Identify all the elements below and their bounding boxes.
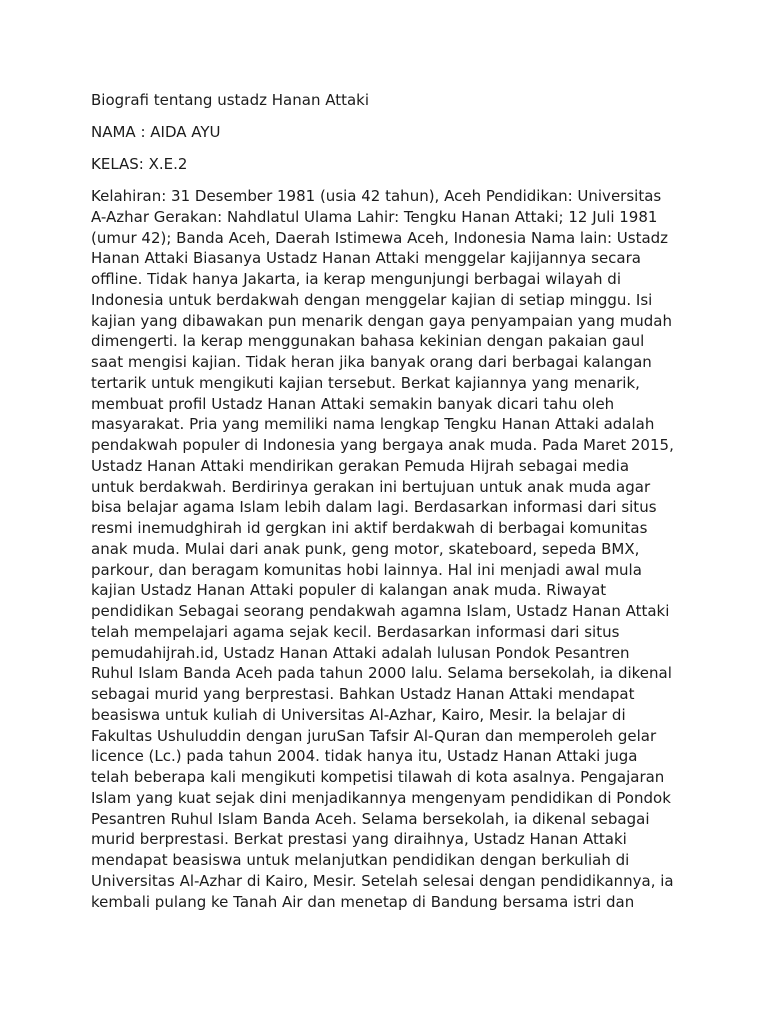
student-class: KELAS: X.E.2: [91, 155, 188, 173]
paragraph-line: kajian yang dibawakan pun menarik dengan gaya penyampaian yang mudah: [91, 311, 672, 330]
paragraph-line: mendapat beasiswa untuk melanjutkan pendidikan dengan berkuliah di: [91, 851, 630, 869]
paragraph-line: parkour, dan beragam komunitas hobi lainnya. Hal ini menjadi awal mula: [91, 560, 642, 579]
paragraph-line: murid berprestasi. Berkat prestasi yang diraihnya, Ustadz Hanan Attaki: [91, 830, 627, 849]
paragraph-line: kajian Ustadz Hanan Attaki populer di kalangan anak muda. Riwayat: [91, 581, 607, 600]
paragraph-line: pendakwah populer di Indonesia yang bergaya anak muda. Pada Maret 2015,: [91, 436, 674, 454]
paragraph-line: masyarakat. Pria yang memiliki nama lengkap Tengku Hanan Attaki adalah: [91, 415, 655, 434]
paragraph-line: pemudahijrah.id, Ustadz Hanan Attaki adalah lulusan Pondok Pesantren: [91, 643, 630, 662]
paragraph-line: pendidikan Sebagai seorang pendakwah agamna Islam, Ustadz Hanan Attaki: [91, 602, 670, 620]
paragraph-line: dimengerti. la kerap menggunakan bahasa kekinian dengan pakaian gaul: [91, 332, 645, 351]
paragraph-line: telah beberapa kali mengikuti kompetisi tilawah di kota asalnya. Pengajaran: [91, 768, 665, 786]
paragraph-line: kembali pulang ke Tanah Air dan menetap di Bandung bersama istri dan: [91, 892, 635, 911]
paragraph-line: membuat profil Ustadz Hanan Attaki semakin banyak dicari tahu oleh: [91, 394, 615, 413]
paragraph-line: telah mempelajari agama sejak kecil. Berdasarkan informasi dari situs: [91, 622, 620, 641]
paragraph-line: bisa belajar agama Islam lebih dalam lagi. Berdasarkan informasi dari situs: [91, 498, 657, 517]
paragraph-line: (umur 42); Banda Aceh, Daerah Istimewa Aceh, Indonesia Nama lain: Ustadz: [91, 228, 669, 247]
paragraph-line: A-Azhar Gerakan: Nahdlatul Ulama Lahir: Tengku Hanan Attaki; 12 Juli 1981: [91, 207, 658, 226]
paragraph-line: Hanan Attaki Biasanya Ustadz Hanan Attaki menggelar kajijannya secara: [91, 249, 641, 268]
student-name: NAMA : AIDA AYU: [91, 123, 221, 141]
paragraph-line: untuk berdakwah. Berdirinya gerakan ini bertujuan untuk anak muda agar: [91, 477, 651, 496]
paragraph-line: Kelahiran: 31 Desember 1981 (usia 42 tahun), Aceh Pendidikan: Universitas: [91, 187, 662, 205]
document-content: [91, 90, 691, 912]
paragraph-line: sebagai murid yang berprestasi. Bahkan Ustadz Hanan Attaki mendapat: [91, 685, 635, 703]
paragraph-line: Ustadz Hanan Attaki mendirikan gerakan Pemuda Hijrah sebagai media: [91, 456, 630, 475]
paragraph-line: resmi inemudghirah id gergkan ini aktif berdakwah di berbagai komunitas: [91, 519, 648, 537]
document-title: Biografi tentang ustadz Hanan Attaki: [91, 91, 370, 109]
paragraph-line: tertarik untuk mengikuti kajian tersebut. Berkat kajiannya yang menarik,: [91, 373, 640, 392]
paragraph-line: Fakultas Ushuluddin dengan juruSan Tafsir Al-Quran dan memperoleh gelar: [91, 726, 657, 745]
paragraph-line: offline. Tidak hanya Jakarta, ia kerap mengunjungi berbagai wilayah di: [91, 270, 621, 288]
paragraph-line: Pesantren Ruhul Islam Banda Aceh. Selama bersekolah, ia dikenal sebagai: [91, 809, 650, 828]
paragraph-line: anak muda. Mulai dari anak punk, geng motor, skateboard, sepeda BMX,: [91, 539, 640, 558]
paragraph-line: Universitas Al-Azhar di Kairo, Mesir. Setelah selesai dengan pendidikannya, ia: [91, 871, 674, 890]
paragraph-line: Ruhul Islam Banda Aceh pada tahun 2000 lalu. Selama bersekolah, ia dikenal: [91, 664, 672, 683]
biography-paragraph: [91, 186, 691, 912]
paragraph-line: saat mengisi kajian. Tidak heran jika banyak orang dari berbagai kalangan: [91, 353, 652, 371]
paragraph-line: licence (Lc.) pada tahun 2004. tidak hanya itu, Ustadz Hanan Attaki juga: [91, 747, 638, 766]
paragraph-line: Indonesia untuk berdakwah dengan menggelar kajian di setiap minggu. Isi: [91, 290, 653, 309]
paragraph-line: Islam yang kuat sejak dini menjadikannya mengenyam pendidikan di Pondok: [91, 788, 671, 807]
paragraph-line: beasiswa untuk kuliah di Universitas Al-Azhar, Kairo, Mesir. la belajar di: [91, 705, 626, 724]
